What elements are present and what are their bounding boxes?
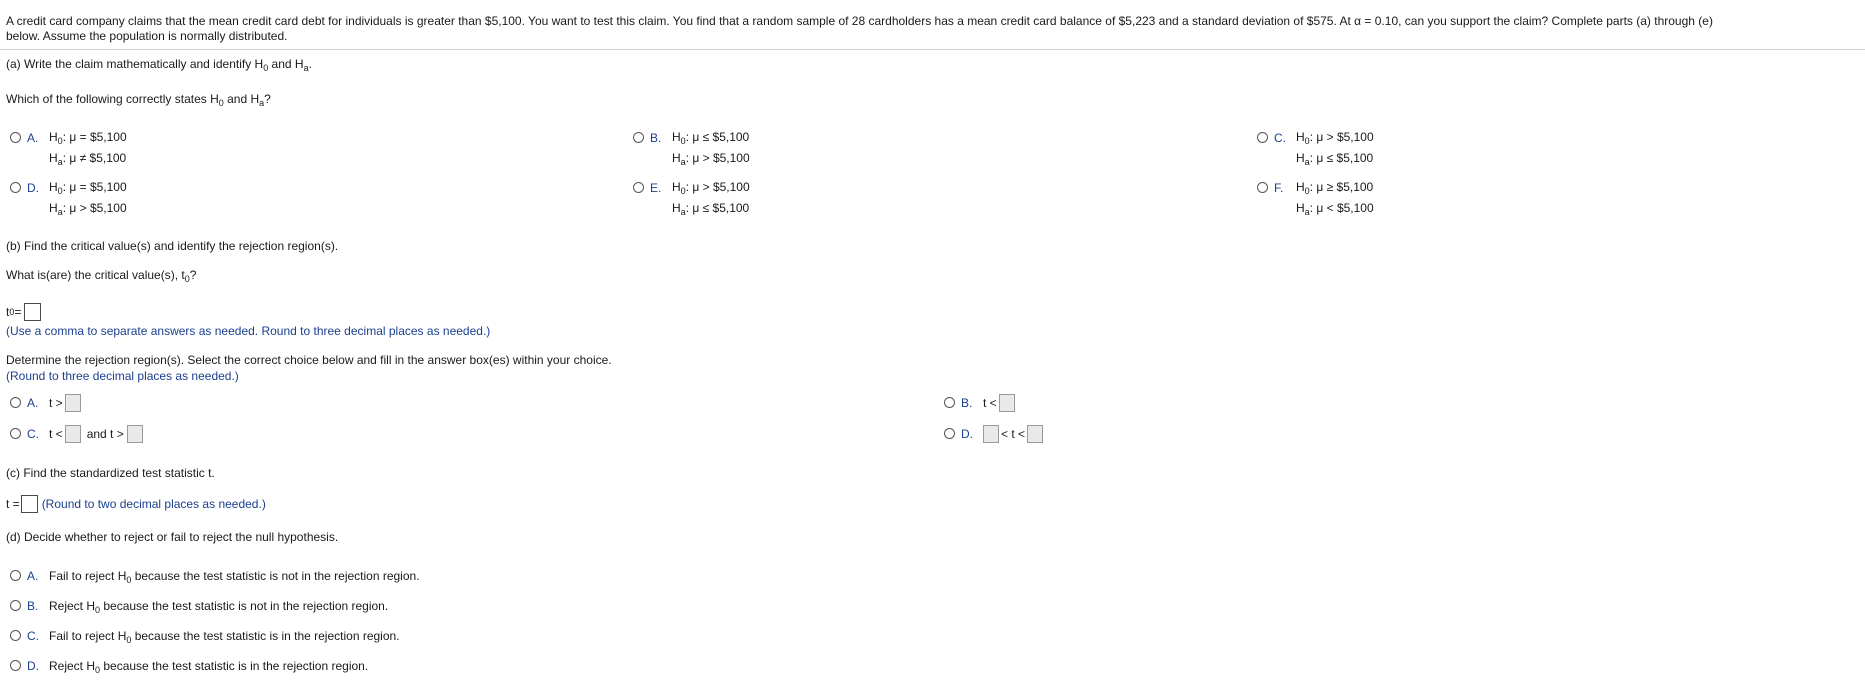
answer-box[interactable] [1027, 425, 1043, 443]
part-b-heading: (b) Find the critical value(s) and identify the rejection region(s). [6, 239, 339, 253]
radio-button[interactable] [1257, 182, 1268, 193]
radio-button[interactable] [944, 428, 955, 439]
critical-value-row: t 0 = [6, 303, 41, 321]
part-b-question: What is(are) the critical value(s), $t_0$? [6, 268, 197, 284]
radio-button[interactable] [633, 132, 644, 143]
radio-button[interactable] [10, 630, 21, 641]
part-d-heading: (d) Decide whether to reject or fail to reject the null hypothesis. [6, 530, 339, 544]
radio-button[interactable] [10, 132, 21, 143]
part-d-option-c[interactable]: C. Fail to reject $H_0$ because the test statistic is in the rejection region. [10, 629, 400, 643]
part-b-option-b[interactable]: B. t < [944, 396, 1015, 412]
part-b-option-d[interactable]: D. < t < [944, 427, 1043, 443]
radio-button[interactable] [10, 397, 21, 408]
test-statistic-row: t = (Round to two decimal places as needed.) [6, 497, 266, 511]
divider [0, 49, 1865, 50]
radio-button[interactable] [10, 660, 21, 671]
problem-text-line2: below. Assume the population is normally distributed. [6, 29, 288, 43]
part-b-hint: (Use a comma to separate answers as needed. Round to three decimal places as needed.) [6, 324, 491, 338]
part-a-question: Which of the following correctly states $H_0$ and $H_a$? [6, 92, 271, 108]
problem-text-line1: A credit card company claims that the mean credit card debt for individuals is greater than $5,100. You want to test this claim. You find that a random sample of 28 cardholders has a mean credit card balance of $5,223 and a standard deviation of $575. At α = 0.10, can you support the claim? Complete parts (a) through (e) [6, 14, 1713, 28]
radio-button[interactable] [10, 600, 21, 611]
radio-button[interactable] [944, 397, 955, 408]
answer-box[interactable] [65, 425, 81, 443]
part-d-option-d[interactable]: D. Reject $H_0$ because the test statistic is in the rejection region. [10, 659, 368, 673]
part-b-option-a[interactable]: A. t > [10, 396, 81, 412]
answer-box[interactable] [983, 425, 999, 443]
answer-box[interactable] [999, 394, 1015, 412]
radio-button[interactable] [10, 182, 21, 193]
problem-statement [6, 14, 1856, 44]
answer-box[interactable] [65, 394, 81, 412]
part-a-option-d[interactable]: D. $H_0$: μ = $5,100 $H_a$: μ > $5,100 [10, 181, 127, 219]
part-a-option-b[interactable]: B. $H_0$: μ ≤ $5,100 $H_a$: μ > $5,100 [633, 131, 750, 169]
part-c-heading: (c) Find the standardized test statistic t. [6, 466, 215, 480]
critical-value-input[interactable] [24, 303, 41, 321]
radio-button[interactable] [1257, 132, 1268, 143]
test-statistic-input[interactable] [21, 495, 38, 513]
part-d-option-b[interactable]: B. Reject $H_0$ because the test statistic is not in the rejection region. [10, 599, 388, 613]
part-b-round-hint: (Round to three decimal places as needed.) [6, 369, 239, 383]
part-b-option-c[interactable]: C. t < and t > [10, 427, 143, 443]
part-d-option-a[interactable]: A. Fail to reject $H_0$ because the test statistic is not in the rejection region. [10, 569, 420, 583]
radio-button[interactable] [10, 428, 21, 439]
radio-button[interactable] [633, 182, 644, 193]
part-a-option-a[interactable]: A. $H_0$: μ = $5,100 $H_a$: μ ≠ $5,100 [10, 131, 127, 169]
part-b-determine: Determine the rejection region(s). Select the correct choice below and fill in the answer box(es) within your choice. [6, 353, 612, 367]
part-a-option-c[interactable]: C. $H_0$: μ > $5,100 $H_a$: μ ≤ $5,100 [1257, 131, 1374, 169]
answer-box[interactable] [127, 425, 143, 443]
part-a-option-f[interactable]: F. $H_0$: μ ≥ $5,100 $H_a$: μ < $5,100 [1257, 181, 1374, 219]
part-a-option-e[interactable]: E. $H_0$: μ > $5,100 $H_a$: μ ≤ $5,100 [633, 181, 750, 219]
radio-button[interactable] [10, 570, 21, 581]
part-a-heading: (a) Write the claim mathematically and identify $H_0$ and $H_a$. [6, 57, 312, 73]
